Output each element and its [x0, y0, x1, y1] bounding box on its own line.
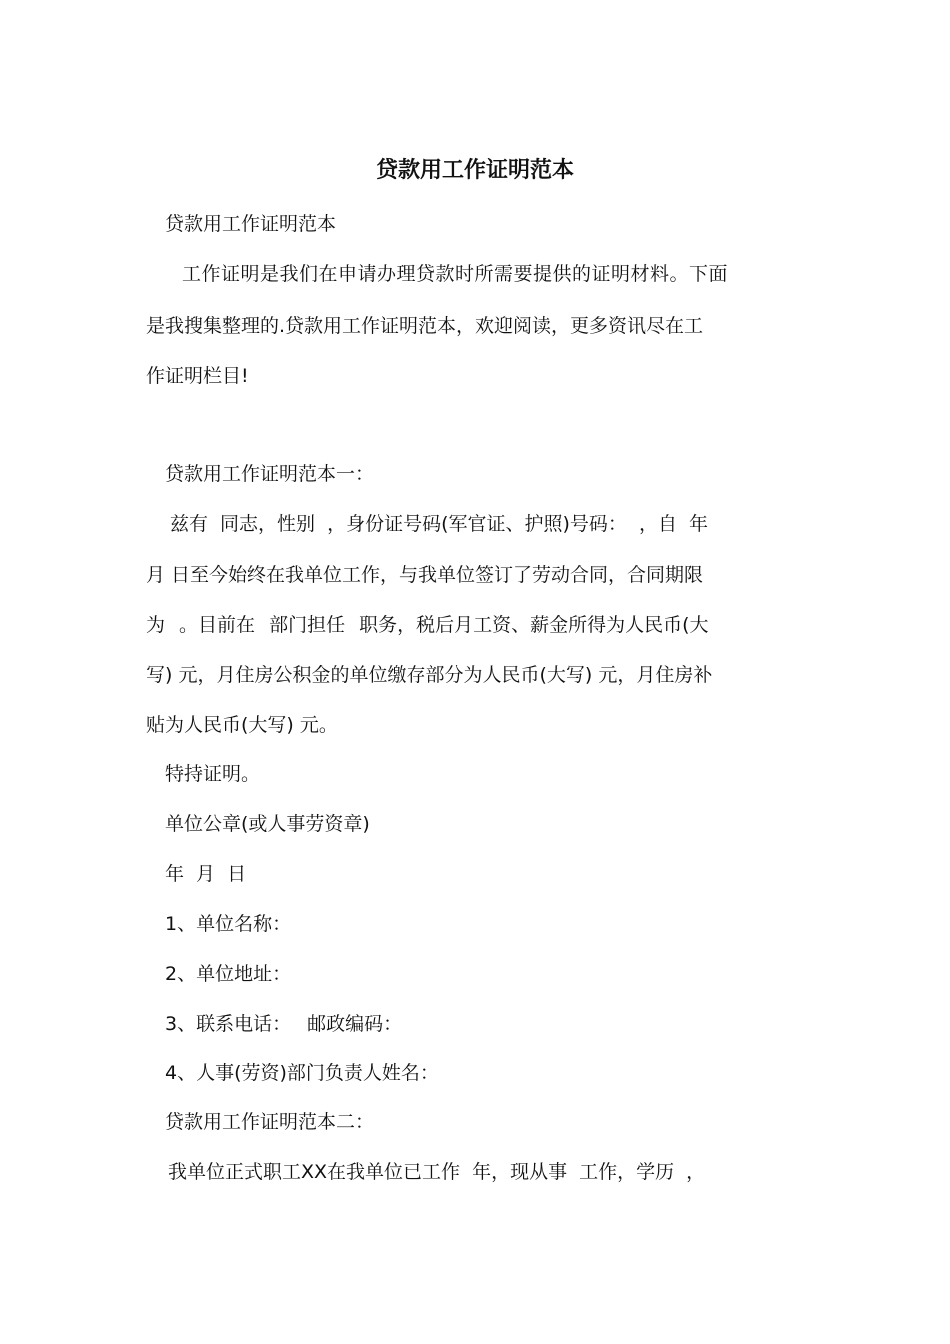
template2-body-line-1: 我单位正式职工XX在我单位已工作 年，现从事 工作，学历 ， — [168, 1161, 706, 1183]
template2-heading: 贷款用工作证明范本二： — [165, 1111, 375, 1133]
field-unit-name: 1、单位名称： — [165, 913, 292, 935]
field-hr-contact: 4、人事(劳资)部门负责人姓名： — [165, 1062, 439, 1084]
template1-body-line-1: 兹有 同志，性别 ，身份证号码(军官证、护照)号码： ，自 年 — [170, 513, 708, 535]
field-phone-postcode: 3、联系电话： 邮政编码： — [165, 1013, 403, 1035]
field-unit-address: 2、单位地址： — [165, 963, 292, 985]
document-subtitle: 贷款用工作证明范本 — [165, 213, 337, 235]
template1-closing: 特持证明。 — [165, 763, 261, 785]
intro-line-2: 是我搜集整理的.贷款用工作证明范本，欢迎阅读，更多资讯尽在工 — [146, 315, 704, 337]
intro-line-3: 作证明栏目! — [146, 365, 249, 387]
document-title: 贷款用工作证明范本 — [375, 158, 574, 183]
template1-body-line-3: 为 。目前在 部门担任 职务，税后月工资、薪金所得为人民币(大 — [146, 614, 709, 636]
template1-heading: 贷款用工作证明范本一： — [165, 463, 375, 485]
intro-line-1: 工作证明是我们在申请办理贷款时所需要提供的证明材料。下面 — [182, 263, 729, 285]
template1-date: 年 月 日 — [165, 863, 247, 885]
template1-seal: 单位公章(或人事劳资章) — [165, 813, 370, 835]
template1-body-line-5: 贴为人民币(大写) 元。 — [146, 714, 338, 736]
template1-body-line-2: 月 日至今始终在我单位工作，与我单位签订了劳动合同，合同期限 — [146, 564, 704, 586]
template1-body-line-4: 写) 元，月住房公积金的单位缴存部分为人民币(大写) 元，月住房补 — [146, 664, 713, 686]
